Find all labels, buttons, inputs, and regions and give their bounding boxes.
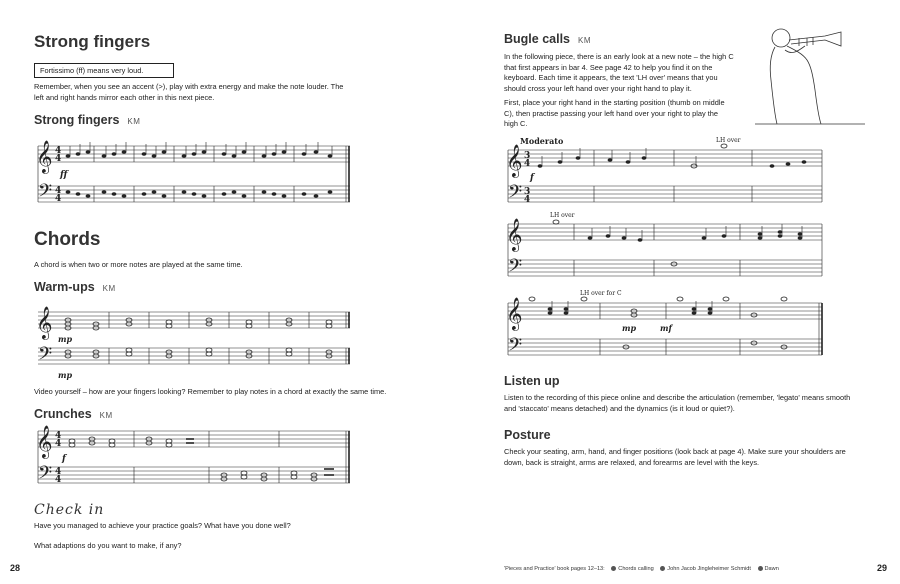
tempo-marking: Moderato [520, 136, 564, 146]
section-heading-warmups [34, 280, 116, 294]
section-heading-text: Crunches [34, 407, 92, 421]
section-title-chords: Chords [34, 229, 101, 250]
page-number-left: 28 [10, 563, 21, 573]
svg-text:f: f [62, 454, 66, 464]
check-in-title: Check in [34, 502, 105, 518]
svg-text:𝄞: 𝄞 [506, 297, 523, 330]
svg-text:4: 4 [55, 186, 62, 196]
bullet-icon [660, 566, 665, 571]
svg-text:mf: mf [660, 323, 672, 333]
svg-text:4: 4 [524, 195, 531, 204]
section-heading-crunches [34, 407, 113, 421]
lh-over-label: LH over [716, 137, 741, 144]
bullet-icon [611, 566, 616, 571]
fortissimo-definition-box [34, 63, 174, 78]
section-heading-text: Bugle calls [504, 32, 570, 46]
check-in-question-1: Have you managed to achieve your practice goals? What have you done well? [34, 521, 291, 530]
svg-text:4: 4 [55, 146, 62, 156]
svg-text:4: 4 [55, 475, 62, 485]
svg-text:LH over: LH over [550, 212, 575, 219]
svg-text:mp: mp [58, 334, 73, 344]
bugle-score-system-1 [504, 132, 824, 204]
svg-text:𝄞: 𝄞 [506, 218, 523, 251]
section-heading-text: Warm-ups [34, 280, 95, 294]
km-label: KM [102, 284, 116, 293]
svg-text:4: 4 [55, 431, 62, 441]
check-in-question-2: What adaptions do you want to make, if any? [34, 541, 182, 550]
section-heading-posture: Posture [504, 428, 551, 442]
svg-text:𝄢: 𝄢 [508, 256, 523, 281]
section-heading-bugle-calls [504, 32, 591, 46]
km-label: KM [99, 411, 113, 420]
svg-text:4: 4 [55, 154, 62, 164]
listen-up-text: Listen to the recording of this piece online and describe the articulation (remember, 'legato' means smooth and 'staccato' means detached) and the dynamics (is it loud or quiet?). [504, 393, 851, 413]
chord-definition: A chord is when two or more notes are played at the same time. [34, 260, 243, 269]
svg-text:𝄞: 𝄞 [506, 144, 523, 177]
svg-text:𝄢: 𝄢 [38, 181, 53, 206]
dynamic-ff: ff [60, 170, 68, 180]
svg-text:𝄢: 𝄢 [508, 182, 523, 204]
strong-fingers-score [34, 138, 352, 213]
trumpet-player-illustration [755, 20, 867, 126]
page-title: Strong fingers [34, 32, 151, 51]
svg-text:𝄢: 𝄢 [38, 344, 53, 369]
section-heading-text: Strong fingers [34, 113, 120, 127]
svg-text:4: 4 [55, 467, 62, 477]
bugle-score-system-3 [504, 287, 824, 365]
bugle-intro: In the following piece, there is an early look at a new note – the high C that first appears in bar 4. See page 42 to help you find it on the keyboard. Each time it appears, the text 'LH over' means that you should cross your left hand over your right hand to play it. [504, 52, 734, 93]
svg-text:𝄢: 𝄢 [508, 335, 523, 360]
svg-text:4: 4 [524, 159, 531, 169]
svg-text:f: f [530, 173, 534, 183]
svg-text:𝄞: 𝄞 [36, 425, 53, 458]
bugle-instructions: First, place your right hand in the starting position (thumb on middle C), then practise passing your left hand over your right to play the high C. [504, 98, 725, 128]
accent-instructions: Remember, when you see an accent (>), play with extra energy and make the note louder. The left and right hands mirror each other in this next piece. [34, 82, 344, 102]
page-number-right: 29 [877, 563, 888, 573]
svg-text:4: 4 [55, 194, 62, 204]
video-tip: Video yourself – how are your fingers looking? Remember to play notes in a chord at exactly the same time. [34, 387, 387, 396]
bugle-score-system-2 [504, 210, 824, 282]
section-heading-strong-fingers [34, 113, 140, 127]
footer-item: Chords calling [618, 566, 654, 572]
svg-text:LH over for C: LH over for C [580, 290, 622, 297]
posture-text: Check your seating, arm, hand, and finger positions (look back at page 4). Make sure your shoulders are down, back is straight, arms are relaxed, and forearms are level with the keys. [504, 447, 846, 467]
fortissimo-definition: Fortissimo (ff) means very loud. [40, 66, 144, 75]
footer-resources [504, 566, 779, 572]
warmups-score [34, 302, 352, 384]
svg-text:𝄞: 𝄞 [36, 140, 53, 173]
crunches-score [34, 425, 352, 497]
svg-text:mp: mp [622, 323, 637, 333]
footer-item: John Jacob Jingleheimer Schmidt [667, 566, 751, 572]
svg-text:3: 3 [524, 151, 531, 161]
svg-text:4: 4 [55, 439, 62, 449]
svg-text:mp: mp [58, 370, 73, 380]
svg-text:𝄞: 𝄞 [36, 306, 53, 339]
footer-prefix: 'Pieces and Practice' book pages 12–13: [504, 566, 605, 572]
svg-text:𝄢: 𝄢 [38, 463, 53, 488]
km-label: KM [578, 36, 591, 45]
section-heading-listen-up: Listen up [504, 374, 560, 388]
svg-text:3: 3 [524, 187, 531, 197]
km-label: KM [127, 117, 141, 126]
footer-item: Dawn [764, 566, 779, 572]
bullet-icon [758, 566, 763, 571]
